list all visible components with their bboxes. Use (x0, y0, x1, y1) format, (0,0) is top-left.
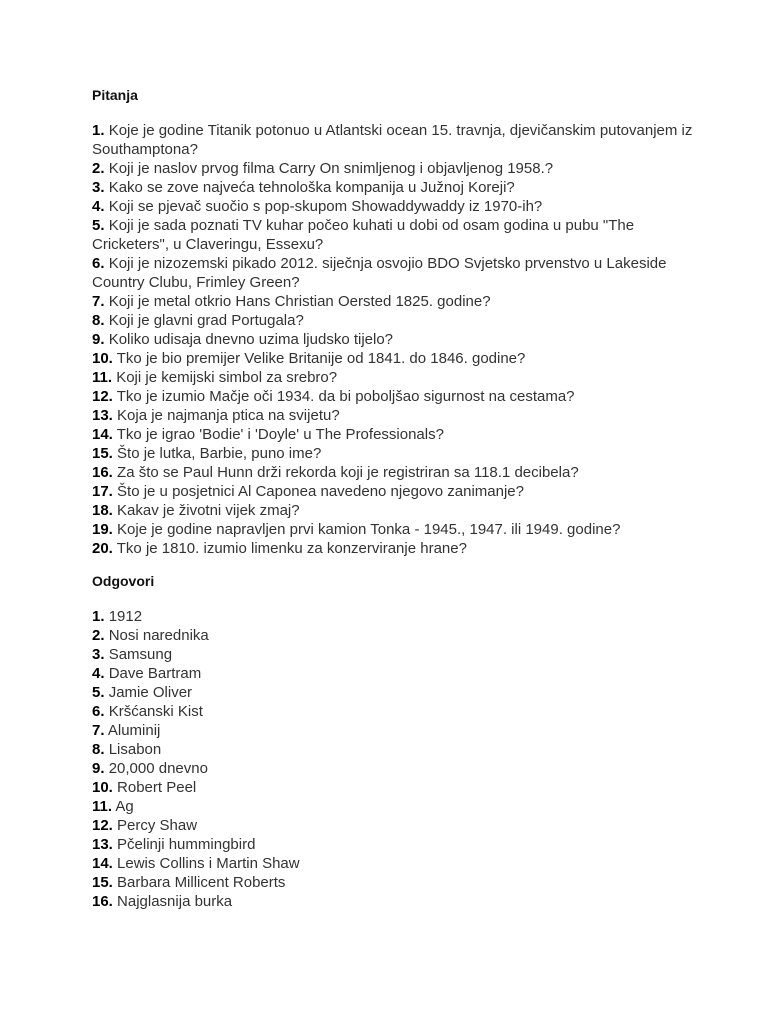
question-item-number: 7. (92, 293, 105, 310)
question-item-number: 19. (92, 521, 113, 538)
question-item-number: 13. (92, 407, 113, 424)
answer-item-number: 16. (92, 893, 113, 910)
question-item-text: Koji se pjevač suočio s pop-skupom Showaddywaddy iz 1970-ih? (108, 198, 543, 215)
answer-item-text: Lewis Collins i Martin Shaw (117, 855, 300, 872)
question-item-text: Koji je sada poznati TV kuhar počeo kuhati u dobi od osam godina u pubu "The Cricketers", u Claveringu, Essexu? (92, 217, 635, 253)
answer-item (92, 759, 712, 778)
question-item (92, 520, 712, 539)
questions-heading: Pitanja (92, 87, 138, 103)
answer-item (92, 854, 712, 873)
answer-item-number: 14. (92, 855, 113, 872)
answer-item-text: Najglasnija burka (117, 893, 233, 910)
question-item-number: 12. (92, 388, 113, 405)
question-item (92, 197, 712, 216)
answer-item (92, 778, 712, 797)
answer-item-text: Lisabon (108, 741, 162, 758)
answer-item-number: 1. (92, 608, 105, 625)
question-item (92, 368, 712, 387)
answer-item-text: Pčelinji hummingbird (117, 836, 256, 853)
question-item-text: Koje je godine Titanik potonuo u Atlantski ocean 15. travnja, djevičanskim putovanjem iz Southamptona? (92, 122, 693, 158)
answer-item (92, 683, 712, 702)
answer-item-number: 6. (92, 703, 105, 720)
question-item-text: Što je lutka, Barbie, puno ime? (117, 445, 322, 462)
question-item (92, 311, 712, 330)
question-item (92, 216, 712, 254)
question-item-text: Koja je najmanja ptica na svijetu? (117, 407, 340, 424)
answer-item (92, 816, 712, 835)
answer-item (92, 702, 712, 721)
question-item-number: 14. (92, 426, 113, 443)
answer-item-text: Aluminij (107, 722, 161, 739)
answer-item-number: 11. (92, 798, 113, 815)
answer-item (92, 721, 712, 740)
question-item (92, 406, 712, 425)
answer-item-number: 12. (92, 817, 113, 834)
question-item-text: Koliko udisaja dnevno uzima ljudsko tijelo? (108, 331, 394, 348)
answer-item-number: 2. (92, 627, 105, 644)
answer-item-text: 20,000 dnevno (108, 760, 208, 777)
answer-item-text: Barbara Millicent Roberts (117, 874, 286, 891)
answer-item-number: 10. (92, 779, 113, 796)
answer-item (92, 835, 712, 854)
answer-item-text: Ag (115, 798, 134, 815)
question-item-text: Koji je metal otkrio Hans Christian Oersted 1825. godine? (108, 293, 491, 310)
answer-item (92, 797, 712, 816)
question-item-number: 10. (92, 350, 113, 367)
answer-item-number: 4. (92, 665, 105, 682)
answer-item-number: 9. (92, 760, 105, 777)
question-item (92, 330, 712, 349)
question-item-text: Kako se zove najveća tehnološka kompanija u Južnoj Koreji? (108, 179, 515, 196)
question-item-number: 15. (92, 445, 113, 462)
question-item (92, 482, 712, 501)
question-item-text: Tko je igrao 'Bodie' i 'Doyle' u The Professionals? (116, 426, 444, 443)
answer-item (92, 626, 712, 645)
question-item (92, 254, 712, 292)
answer-item (92, 873, 712, 892)
question-item-number: 17. (92, 483, 113, 500)
question-item-number: 8. (92, 312, 105, 329)
question-item (92, 387, 712, 406)
question-item (92, 121, 712, 159)
question-item-number: 20. (92, 540, 113, 557)
answer-item-number: 7. (92, 722, 105, 739)
answer-item-number: 5. (92, 684, 105, 701)
answer-item-text: Percy Shaw (117, 817, 198, 834)
document-page (92, 86, 712, 911)
question-item (92, 444, 712, 463)
question-item-number: 11. (92, 369, 113, 386)
question-item-number: 16. (92, 464, 113, 481)
question-item-number: 9. (92, 331, 105, 348)
question-item (92, 292, 712, 311)
question-item-text: Koje je godine napravljen prvi kamion Tonka - 1945., 1947. ili 1949. godine? (117, 521, 621, 538)
answer-item (92, 664, 712, 683)
question-item-text: Tko je izumio Mačje oči 1934. da bi poboljšao sigurnost na cestama? (116, 388, 575, 405)
answer-item-number: 13. (92, 836, 113, 853)
question-item-text: Što je u posjetnici Al Caponea navedeno njegovo zanimanje? (117, 483, 524, 500)
question-item (92, 178, 712, 197)
answer-item (92, 607, 712, 626)
question-item-number: 3. (92, 179, 105, 196)
question-item (92, 463, 712, 482)
question-item-text: Tko je 1810. izumio limenku za konzerviranje hrane? (116, 540, 467, 557)
answer-item-number: 3. (92, 646, 105, 663)
question-item-number: 2. (92, 160, 105, 177)
answers-heading: Odgovori (92, 573, 155, 589)
answer-item-number: 15. (92, 874, 113, 891)
question-item-text: Koji je glavni grad Portugala? (108, 312, 304, 329)
answer-item-text: 1912 (108, 608, 143, 625)
answer-item-text: Nosi narednika (108, 627, 209, 644)
answer-item-text: Samsung (108, 646, 173, 663)
question-item (92, 425, 712, 444)
question-item (92, 349, 712, 368)
question-item-number: 4. (92, 198, 105, 215)
answer-item-text: Kršćanski Kist (108, 703, 203, 720)
answer-item (92, 740, 712, 759)
question-item (92, 539, 712, 558)
answer-item-number: 8. (92, 741, 105, 758)
question-item (92, 501, 712, 520)
answer-item (92, 892, 712, 911)
question-item-number: 1. (92, 122, 105, 139)
question-list (92, 121, 712, 558)
question-item-text: Koji je nizozemski pikado 2012. siječnja osvojio BDO Svjetsko prvenstvo u Lakeside Country Clubu, Frimley Green? (92, 255, 667, 291)
question-item-text: Tko je bio premijer Velike Britanije od 1841. do 1846. godine? (116, 350, 526, 367)
question-item-number: 18. (92, 502, 113, 519)
question-item-text: Kakav je životni vijek zmaj? (117, 502, 300, 519)
question-item-text: Koji je naslov prvog filma Carry On snimljenog i objavljenog 1958.? (108, 160, 554, 177)
question-item (92, 159, 712, 178)
question-item-number: 5. (92, 217, 105, 234)
answer-item-text: Jamie Oliver (108, 684, 193, 701)
answer-item-text: Dave Bartram (108, 665, 202, 682)
question-item-text: Za što se Paul Hunn drži rekorda koji je registriran sa 118.1 decibela? (117, 464, 579, 481)
answer-item-text: Robert Peel (117, 779, 197, 796)
question-item-text: Koji je kemijski simbol za srebro? (116, 369, 338, 386)
answer-list (92, 607, 712, 911)
question-item-number: 6. (92, 255, 105, 272)
answer-item (92, 645, 712, 664)
